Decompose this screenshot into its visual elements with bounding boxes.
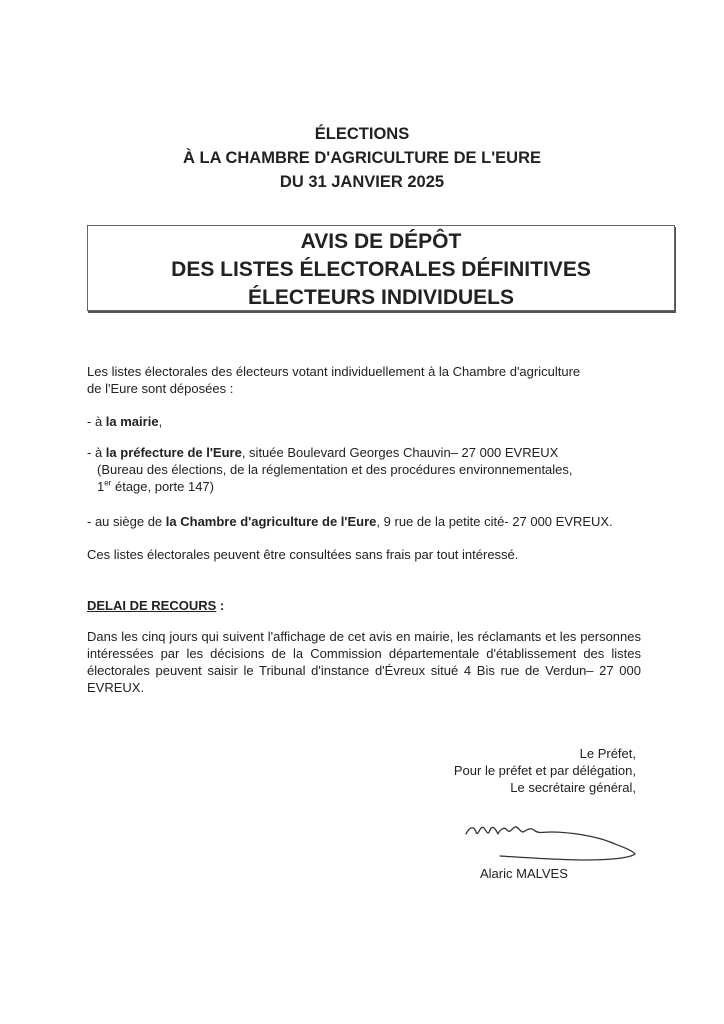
mairie-prefix: - à (87, 414, 106, 429)
intro-line-2: de l'Eure sont déposées : (87, 381, 234, 396)
election-header (0, 122, 724, 194)
pref-detail-line-2 (87, 478, 647, 495)
signature-line-2: Pour le préfet et par délégation, (453, 763, 636, 778)
title-line-1: AVIS DE DÉPÔT (300, 230, 462, 253)
floor-number: 1 (97, 479, 105, 494)
intro-paragraph (87, 363, 647, 397)
chambre-prefix: - au siège de (87, 514, 166, 529)
title-line-3: ÉLECTEURS INDIVIDUELS (247, 286, 515, 309)
signature-block (410, 745, 636, 796)
floor-superscript: er (104, 478, 112, 488)
mairie-bold: la mairie (105, 414, 159, 429)
title-line-2: DES LISTES ÉLECTORALES DÉFINITIVES (171, 258, 591, 281)
header-line-2: À LA CHAMBRE D'AGRICULTURE DE L'EURE (182, 149, 541, 167)
pref-prefix: - à (87, 445, 106, 460)
location-prefecture (87, 444, 647, 495)
pref-bold: la préfecture de l'Eure (105, 445, 242, 460)
pref-detail-line-1: (Bureau des élections, de la réglementation et des procédures environnementales, (97, 462, 573, 477)
header-line-3: DU 31 JANVIER 2025 (279, 173, 445, 191)
signature-line-1: Le Préfet, (579, 746, 636, 761)
chambre-bold: la Chambre d'agriculture de l'Eure (165, 514, 377, 529)
signature-line-3: Le secrétaire général, (510, 780, 636, 795)
header-line-1: ÉLECTIONS (314, 125, 410, 143)
location-mairie (87, 413, 647, 430)
appeal-deadline-paragraph: Dans les cinq jours qui suivent l'affichage de cet avis en mairie, les réclamants et les personnes intéressées par les décisions de la Commission départementale d'établissement des listes électorales peuvent saisir le Tribunal d'instance d'Évreux situé 4 Bis rue de Verdun– 27 000 EVREUX. (87, 629, 641, 695)
floor-rest: étage, porte 147) (111, 479, 214, 494)
intro-line-1: Les listes électorales des électeurs votant individuellement à la Chambre d'agriculture (87, 364, 581, 379)
pref-suffix: , située Boulevard Georges Chauvin– 27 000 EVREUX (241, 445, 559, 460)
handwritten-signature (460, 818, 640, 864)
signer-name: Alaric MALVES (480, 866, 568, 881)
mairie-suffix: , (158, 414, 163, 429)
notice-title-box (87, 225, 675, 311)
appeal-deadline-heading (87, 597, 647, 614)
appeal-label: DELAI DE RECOURS (87, 598, 217, 613)
appeal-colon: : (216, 598, 225, 613)
chambre-suffix: , 9 rue de la petite cité- 27 000 EVREUX. (376, 514, 613, 529)
consultation-paragraph: Ces listes électorales peuvent être consultées sans frais par tout intéressé. (87, 547, 519, 562)
location-chambre (87, 513, 647, 530)
